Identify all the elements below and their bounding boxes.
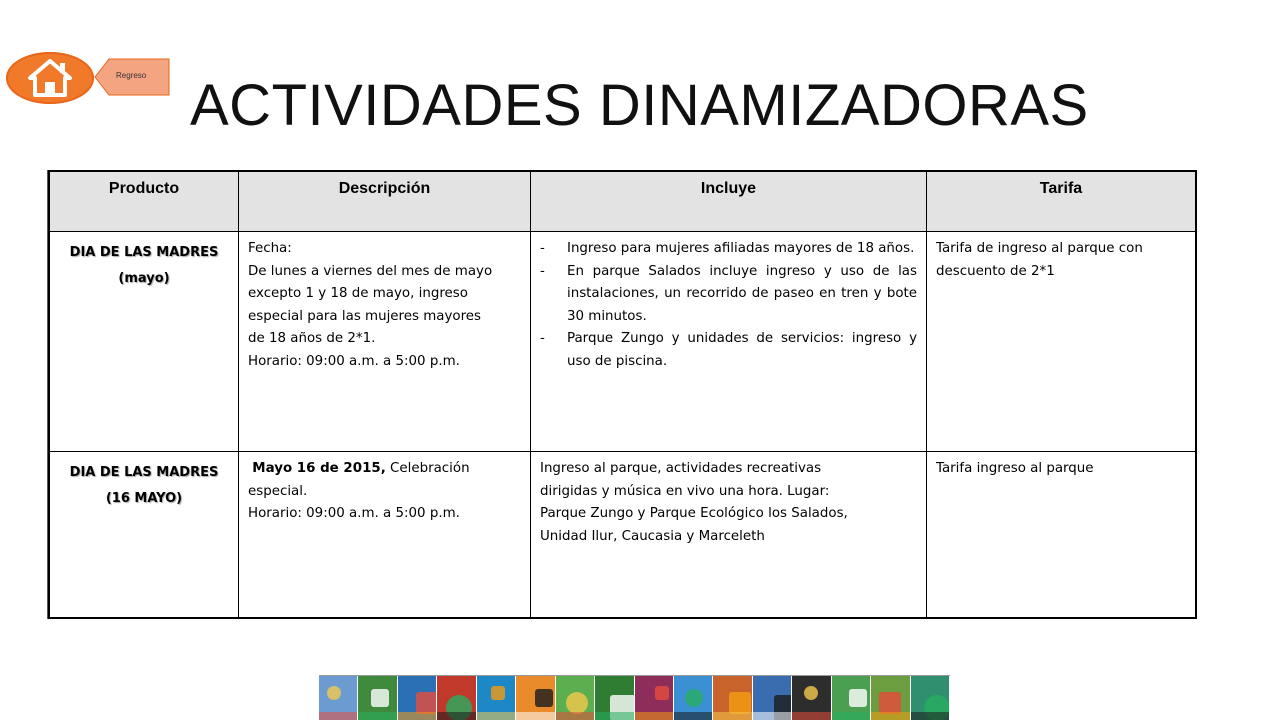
- header-incluye: Incluye: [531, 172, 927, 231]
- banner-tile-stripe: [792, 712, 830, 720]
- page-title: ACTIVIDADES DINAMIZADORAS: [190, 73, 1089, 138]
- back-label: Regreso: [116, 71, 147, 80]
- header-producto: Producto: [50, 172, 239, 231]
- banner-tile: [556, 676, 595, 720]
- banner-tile-motif: [729, 692, 751, 714]
- banner-tile-stripe: [674, 712, 712, 720]
- includes-line: Ingreso al parque, actividades recreativas: [540, 461, 822, 476]
- banner-tile: [319, 676, 358, 720]
- banner-tile: [477, 676, 516, 720]
- list-item: - En parque Salados incluye ingreso y uso de las instalaciones, un recorrido de paseo en tren y bote 30 minutos.: [540, 261, 917, 329]
- product-cell: [50, 232, 239, 451]
- banner-tile: [832, 676, 871, 720]
- banner-tile-stripe: [319, 712, 357, 720]
- banner-tile-motif: [491, 686, 505, 700]
- banner-tile-motif: [804, 686, 818, 700]
- description-cell: [239, 232, 531, 451]
- banner-tile-motif: [685, 689, 703, 707]
- product-cell: [50, 452, 239, 617]
- description-line: especial para las mujeres mayores: [248, 308, 482, 324]
- table-row: [50, 452, 1195, 617]
- description-line: Horario: 09:00 a.m. a 5:00 p.m.: [248, 506, 460, 521]
- banner-tile-motif: [849, 689, 867, 707]
- banner-tile-stripe: [753, 712, 791, 720]
- rate-line: descuento de 2*1: [936, 263, 1055, 279]
- banner-tile: [398, 676, 437, 720]
- description-line: De lunes a viernes del mes de mayo: [248, 263, 493, 279]
- banner-tile: [595, 676, 634, 720]
- table-header-row: [50, 172, 1195, 232]
- banner-tile: [358, 676, 397, 720]
- banner-tile: [911, 676, 950, 720]
- includes-line: dirigidas y música en vivo una hora. Lugar:: [540, 483, 830, 499]
- table-row: [50, 232, 1195, 452]
- description-cell: [239, 452, 531, 617]
- banner-tile-stripe: [871, 712, 909, 720]
- activities-table: [48, 170, 1197, 619]
- description-line: Fecha:: [248, 241, 292, 256]
- description-line: excepto 1 y 18 de mayo, ingreso: [248, 286, 468, 301]
- description-date: Mayo 16 de 2015,: [252, 461, 386, 476]
- banner-tile: [871, 676, 910, 720]
- banner-tile-motif: [416, 692, 437, 714]
- description-line: Horario: 09:00 a.m. a 5:00 p.m.: [248, 353, 460, 369]
- decorative-mosaic-banner: [319, 675, 950, 720]
- description-line: de 18 años de 2*1.: [248, 331, 376, 346]
- product-name: DIA DE LAS MADRES: [69, 245, 219, 260]
- banner-tile-stripe: [556, 712, 594, 720]
- banner-tile-stripe: [832, 712, 870, 720]
- rate-cell: [927, 232, 1195, 451]
- home-button[interactable]: [6, 52, 94, 104]
- banner-tile: [437, 676, 476, 720]
- banner-tile-stripe: [516, 712, 554, 720]
- product-period: (16 MAYO): [105, 491, 183, 506]
- header-descripcion: Descripción: [239, 172, 531, 231]
- includes-cell: [531, 452, 927, 617]
- house-icon: [26, 58, 74, 98]
- banner-tile-motif: [566, 692, 588, 714]
- banner-tile-stripe: [477, 712, 515, 720]
- includes-line: Unidad Ilur, Caucasia y Marceleth: [540, 528, 765, 544]
- banner-tile-stripe: [713, 712, 751, 720]
- header-tarifa: Tarifa: [1039, 180, 1083, 197]
- banner-tile-stripe: [398, 712, 436, 720]
- banner-tile: [753, 676, 792, 720]
- includes-cell: [531, 232, 927, 451]
- includes-list: [531, 232, 926, 373]
- description-line: especial.: [248, 483, 308, 499]
- product-period: (mayo): [118, 271, 170, 286]
- banner-tile-motif: [327, 686, 341, 700]
- product-name: DIA DE LAS MADRES: [69, 465, 219, 480]
- list-item: - Parque Zungo y unidades de servicios: ingreso y uso de piscina.: [540, 328, 917, 373]
- banner-tile-motif: [371, 689, 389, 707]
- banner-tile: [792, 676, 831, 720]
- banner-tile-stripe: [358, 712, 396, 720]
- banner-tile-motif: [535, 689, 553, 707]
- list-item: - Ingreso para mujeres afiliadas mayores de 18 años.: [540, 238, 917, 261]
- rate-line: Tarifa ingreso al parque: [936, 461, 1094, 476]
- banner-tile-stripe: [911, 712, 949, 720]
- includes-line: Parque Zungo y Parque Ecológico los Salados,: [540, 506, 848, 521]
- banner-tile-motif: [879, 692, 901, 714]
- banner-tile-stripe: [595, 712, 633, 720]
- banner-tile-stripe: [635, 712, 673, 720]
- banner-tile: [713, 676, 752, 720]
- banner-tile-motif: [655, 686, 669, 700]
- description-rest: Celebración: [385, 461, 470, 476]
- rate-line: Tarifa de ingreso al parque con: [936, 241, 1143, 256]
- banner-tile: [635, 676, 674, 720]
- banner-tile-stripe: [437, 712, 475, 720]
- banner-tile: [674, 676, 713, 720]
- back-button[interactable]: [94, 58, 170, 96]
- banner-tile: [516, 676, 555, 720]
- description-line: [248, 458, 522, 481]
- rate-cell: [927, 452, 1195, 617]
